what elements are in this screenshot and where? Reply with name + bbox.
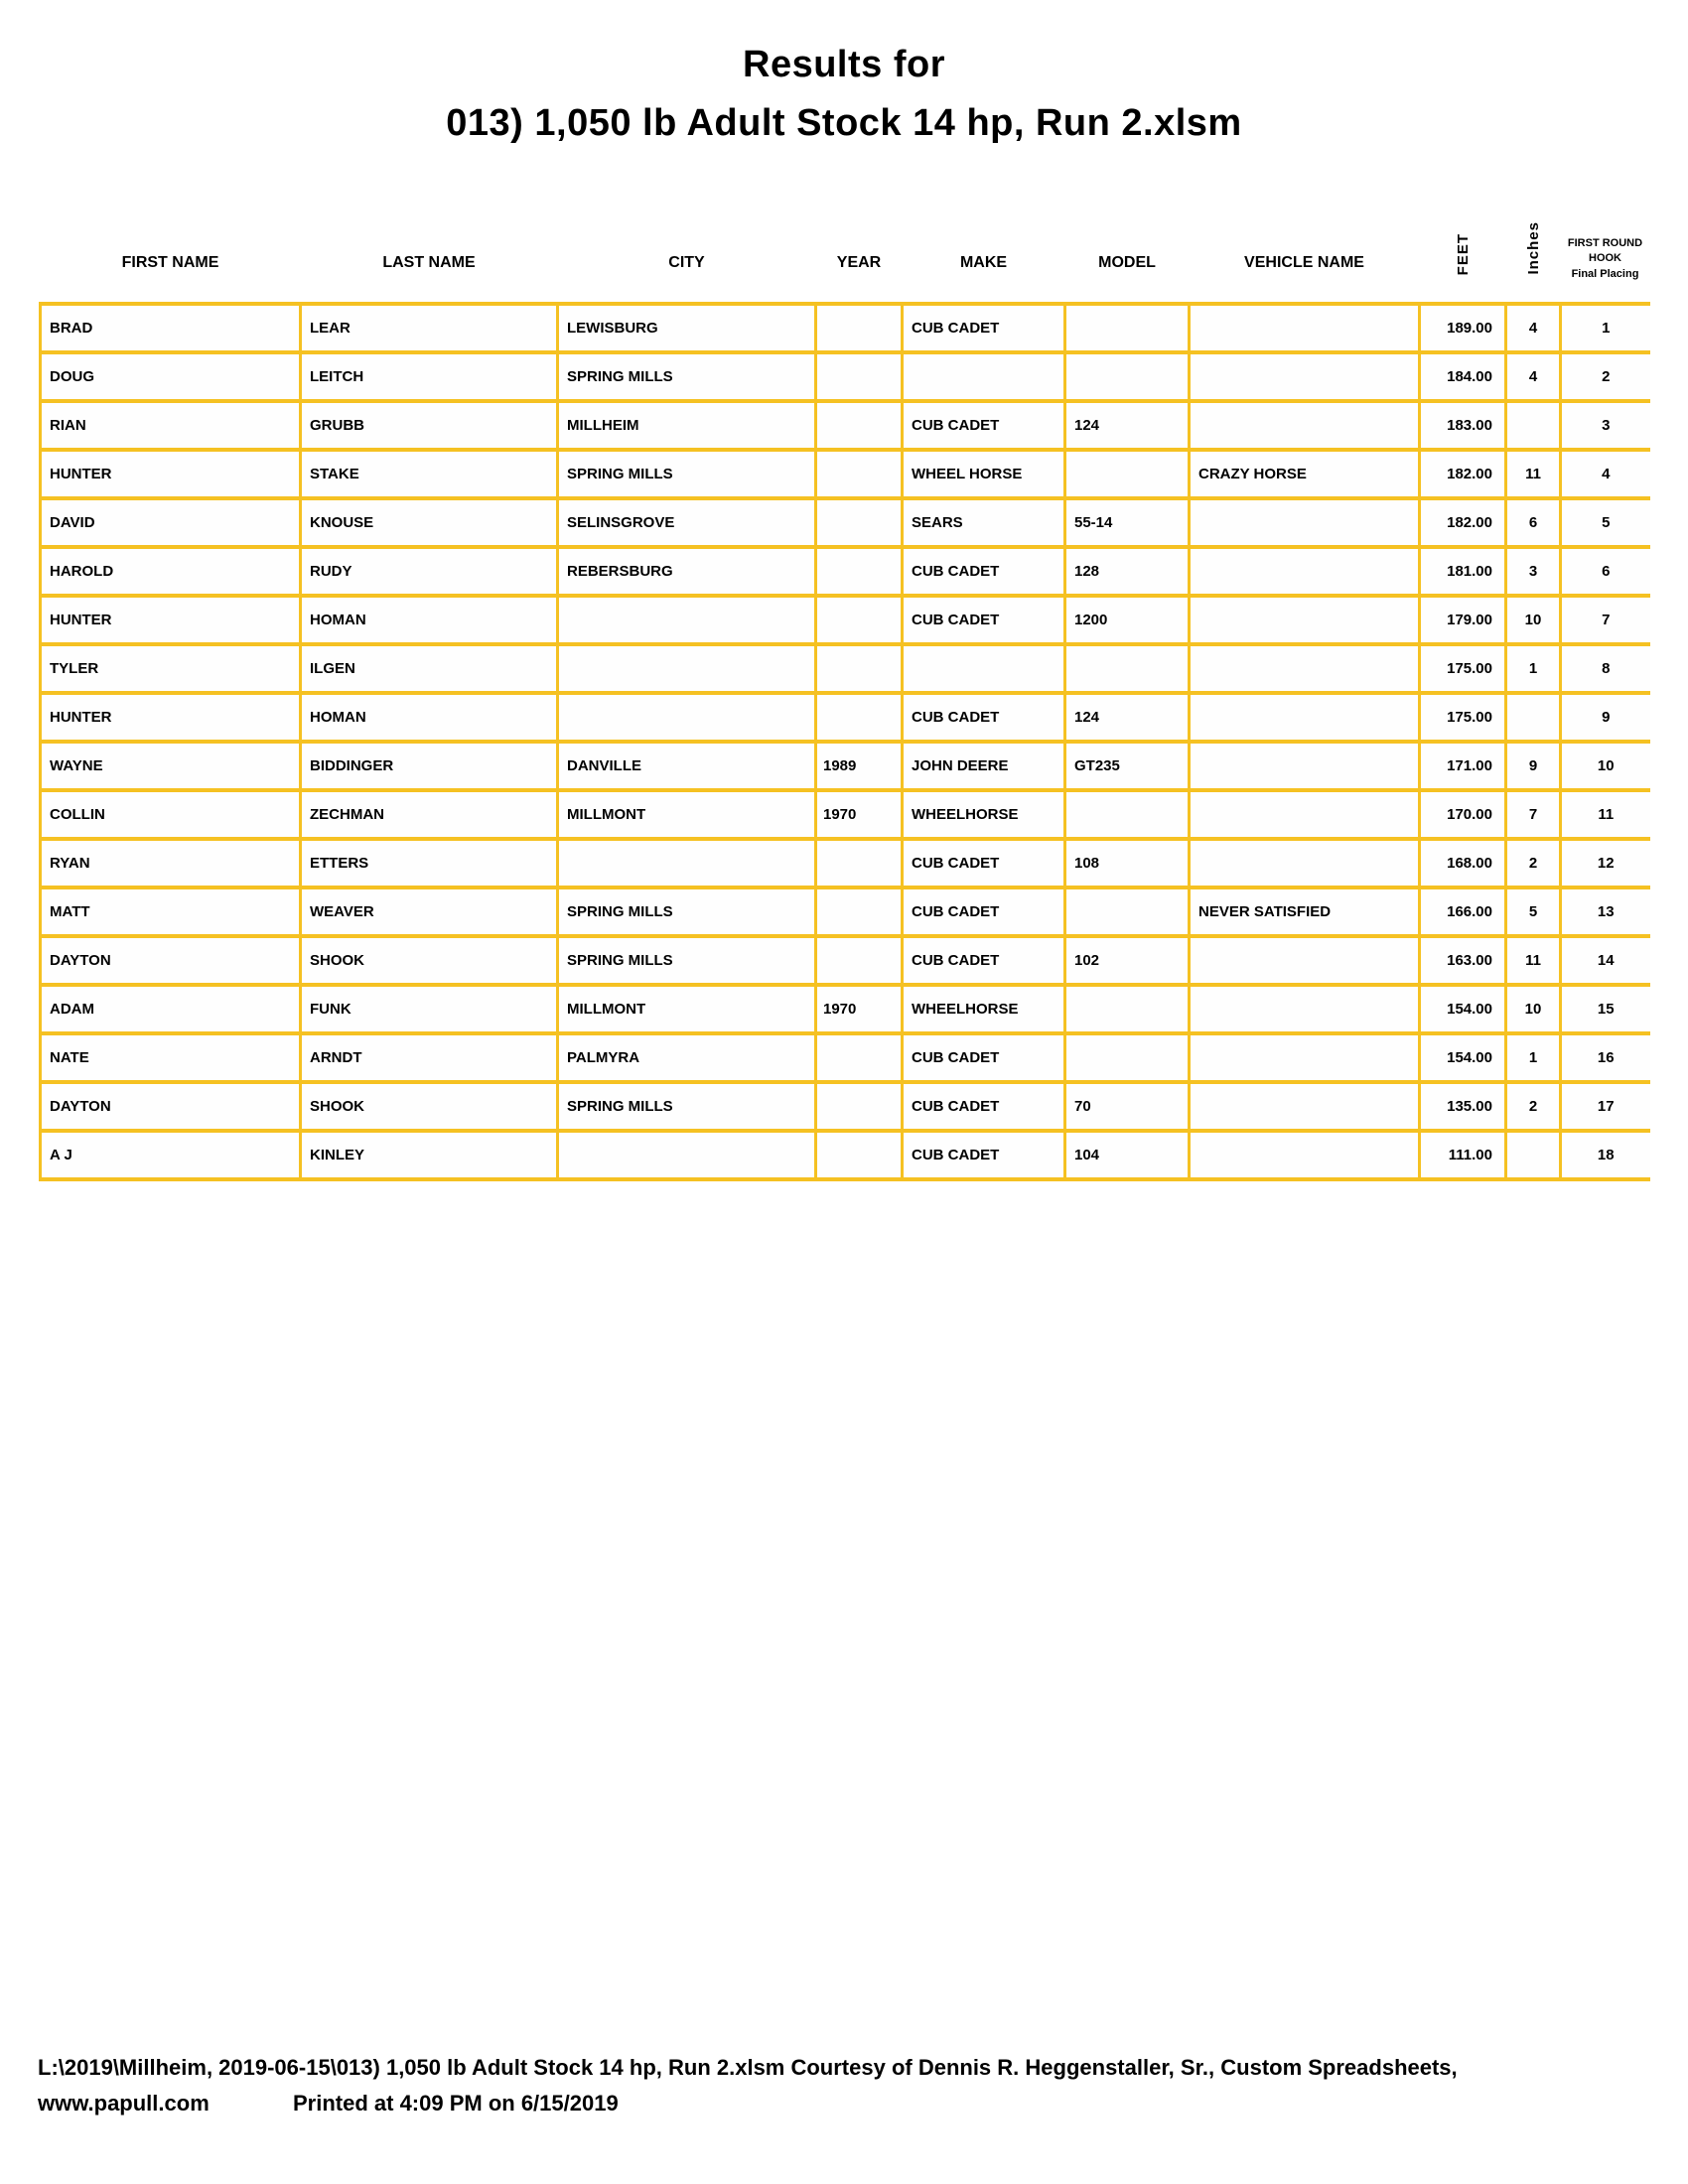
cell-make: CUB CADET xyxy=(903,304,1065,352)
cell-first-name: ADAM xyxy=(41,985,301,1033)
cell-last-name: RUDY xyxy=(301,547,558,596)
cell-placing: 10 xyxy=(1561,742,1650,790)
cell-model: 108 xyxy=(1065,839,1190,887)
cell-first-name: HUNTER xyxy=(41,693,301,742)
table-row xyxy=(41,742,1650,790)
cell-first-name: DOUG xyxy=(41,352,301,401)
cell-city: SPRING MILLS xyxy=(558,887,816,936)
table-row xyxy=(41,985,1650,1033)
cell-inches: 1 xyxy=(1506,644,1561,693)
table-row xyxy=(41,401,1650,450)
column-header-feet: FEET xyxy=(1454,232,1472,275)
cell-model xyxy=(1065,352,1190,401)
cell-last-name: FUNK xyxy=(301,985,558,1033)
cell-first-name: A J xyxy=(41,1131,301,1179)
cell-feet: 171.00 xyxy=(1420,742,1506,790)
cell-last-name: ZECHMAN xyxy=(301,790,558,839)
table-row xyxy=(41,1033,1650,1082)
footer-file-path: L:\2019\Millheim, 2019-06-15\013) 1,050 lb Adult Stock 14 hp, Run 2.xlsm Courtesy of Dennis R. Heggenstaller, Sr., Custom Spreadsheets, xyxy=(38,2055,1458,2080)
cell-make: CUB CADET xyxy=(903,839,1065,887)
cell-first-name: COLLIN xyxy=(41,790,301,839)
cell-year xyxy=(816,644,903,693)
cell-make: JOHN DEERE xyxy=(903,742,1065,790)
cell-model: 70 xyxy=(1065,1082,1190,1131)
cell-vehicle-name xyxy=(1190,401,1420,450)
cell-placing: 15 xyxy=(1561,985,1650,1033)
table-row xyxy=(41,936,1650,985)
cell-last-name: WEAVER xyxy=(301,887,558,936)
cell-year xyxy=(816,1082,903,1131)
cell-make: CUB CADET xyxy=(903,401,1065,450)
cell-feet: 182.00 xyxy=(1420,498,1506,547)
cell-city: PALMYRA xyxy=(558,1033,816,1082)
footer-line2 xyxy=(38,2093,1666,2115)
cell-feet: 168.00 xyxy=(1420,839,1506,887)
cell-city: SPRING MILLS xyxy=(558,450,816,498)
cell-make xyxy=(903,644,1065,693)
cell-city: SELINSGROVE xyxy=(558,498,816,547)
cell-model xyxy=(1065,985,1190,1033)
cell-year xyxy=(816,596,903,644)
cell-model xyxy=(1065,1033,1190,1082)
cell-placing: 9 xyxy=(1561,693,1650,742)
cell-inches: 3 xyxy=(1506,547,1561,596)
cell-year xyxy=(816,304,903,352)
cell-last-name: SHOOK xyxy=(301,1082,558,1131)
cell-year xyxy=(816,936,903,985)
cell-inches: 1 xyxy=(1506,1033,1561,1082)
cell-vehicle-name xyxy=(1190,985,1420,1033)
cell-vehicle-name xyxy=(1190,839,1420,887)
cell-feet: 163.00 xyxy=(1420,936,1506,985)
cell-inches: 9 xyxy=(1506,742,1561,790)
cell-model: 124 xyxy=(1065,401,1190,450)
cell-city: MILLMONT xyxy=(558,985,816,1033)
cell-last-name: GRUBB xyxy=(301,401,558,450)
cell-first-name: NATE xyxy=(41,1033,301,1082)
cell-city: SPRING MILLS xyxy=(558,1082,816,1131)
table-row xyxy=(41,1082,1650,1131)
cell-city: SPRING MILLS xyxy=(558,936,816,985)
cell-year xyxy=(816,839,903,887)
cell-make: CUB CADET xyxy=(903,693,1065,742)
cell-last-name: LEITCH xyxy=(301,352,558,401)
table-row xyxy=(41,596,1650,644)
cell-vehicle-name: CRAZY HORSE xyxy=(1190,450,1420,498)
cell-year xyxy=(816,887,903,936)
table-row xyxy=(41,304,1650,352)
cell-last-name: KNOUSE xyxy=(301,498,558,547)
cell-feet: 154.00 xyxy=(1420,1033,1506,1082)
column-header-city: CITY xyxy=(668,254,705,271)
cell-city: DANVILLE xyxy=(558,742,816,790)
cell-last-name: STAKE xyxy=(301,450,558,498)
cell-model: 1200 xyxy=(1065,596,1190,644)
cell-first-name: TYLER xyxy=(41,644,301,693)
column-header-model: MODEL xyxy=(1098,254,1156,271)
cell-feet: 179.00 xyxy=(1420,596,1506,644)
cell-make: CUB CADET xyxy=(903,1131,1065,1179)
cell-inches: 11 xyxy=(1506,936,1561,985)
cell-inches: 10 xyxy=(1506,596,1561,644)
cell-year: 1970 xyxy=(816,985,903,1033)
cell-inches: 6 xyxy=(1506,498,1561,547)
cell-placing: 17 xyxy=(1561,1082,1650,1131)
cell-inches: 7 xyxy=(1506,790,1561,839)
table-row xyxy=(41,839,1650,887)
cell-placing: 11 xyxy=(1561,790,1650,839)
title-block xyxy=(0,0,1688,145)
cell-city: SPRING MILLS xyxy=(558,352,816,401)
cell-model xyxy=(1065,644,1190,693)
cell-placing: 1 xyxy=(1561,304,1650,352)
cell-make: CUB CADET xyxy=(903,936,1065,985)
cell-city xyxy=(558,1131,816,1179)
table-row xyxy=(41,644,1650,693)
cell-placing: 13 xyxy=(1561,887,1650,936)
column-header-vehicle-name: VEHICLE NAME xyxy=(1244,254,1364,271)
cell-model xyxy=(1065,450,1190,498)
cell-first-name: MATT xyxy=(41,887,301,936)
column-header-inches: Inches xyxy=(1524,221,1542,275)
column-header-make: MAKE xyxy=(959,254,1008,271)
results-table xyxy=(39,145,1650,1181)
cell-model: 102 xyxy=(1065,936,1190,985)
cell-model xyxy=(1065,887,1190,936)
cell-placing: 5 xyxy=(1561,498,1650,547)
cell-inches: 4 xyxy=(1506,352,1561,401)
cell-make: CUB CADET xyxy=(903,887,1065,936)
table-row xyxy=(41,547,1650,596)
cell-last-name: ILGEN xyxy=(301,644,558,693)
cell-make: SEARS xyxy=(903,498,1065,547)
cell-feet: 175.00 xyxy=(1420,644,1506,693)
column-header-last-name: LAST NAME xyxy=(382,254,476,271)
cell-first-name: RIAN xyxy=(41,401,301,450)
cell-model: GT235 xyxy=(1065,742,1190,790)
cell-vehicle-name xyxy=(1190,596,1420,644)
cell-model: 124 xyxy=(1065,693,1190,742)
cell-first-name: HAROLD xyxy=(41,547,301,596)
cell-last-name: KINLEY xyxy=(301,1131,558,1179)
cell-placing: 3 xyxy=(1561,401,1650,450)
cell-first-name: RYAN xyxy=(41,839,301,887)
cell-first-name: HUNTER xyxy=(41,596,301,644)
cell-city: MILLMONT xyxy=(558,790,816,839)
cell-vehicle-name xyxy=(1190,790,1420,839)
cell-placing: 18 xyxy=(1561,1131,1650,1179)
column-header-final-placing: FIRST ROUND HOOK Final Placing xyxy=(1567,236,1643,280)
cell-model xyxy=(1065,790,1190,839)
cell-vehicle-name xyxy=(1190,304,1420,352)
table-header-row xyxy=(41,145,1650,304)
cell-feet: 175.00 xyxy=(1420,693,1506,742)
cell-inches: 2 xyxy=(1506,1082,1561,1131)
cell-feet: 184.00 xyxy=(1420,352,1506,401)
table-row xyxy=(41,352,1650,401)
cell-year xyxy=(816,352,903,401)
cell-inches: 2 xyxy=(1506,839,1561,887)
cell-year xyxy=(816,1131,903,1179)
page-title: Results for xyxy=(743,44,945,85)
cell-year xyxy=(816,1033,903,1082)
cell-first-name: DAYTON xyxy=(41,1082,301,1131)
cell-feet: 182.00 xyxy=(1420,450,1506,498)
cell-first-name: BRAD xyxy=(41,304,301,352)
cell-placing: 2 xyxy=(1561,352,1650,401)
cell-city xyxy=(558,644,816,693)
cell-make xyxy=(903,352,1065,401)
cell-feet: 135.00 xyxy=(1420,1082,1506,1131)
cell-last-name: ETTERS xyxy=(301,839,558,887)
cell-last-name: SHOOK xyxy=(301,936,558,985)
cell-model xyxy=(1065,304,1190,352)
cell-year xyxy=(816,547,903,596)
cell-inches xyxy=(1506,1131,1561,1179)
cell-make: WHEEL HORSE xyxy=(903,450,1065,498)
cell-make: CUB CADET xyxy=(903,1033,1065,1082)
cell-year: 1970 xyxy=(816,790,903,839)
results-table-body xyxy=(41,304,1650,1179)
cell-vehicle-name xyxy=(1190,1082,1420,1131)
cell-make: WHEELHORSE xyxy=(903,790,1065,839)
cell-model: 104 xyxy=(1065,1131,1190,1179)
cell-inches: 4 xyxy=(1506,304,1561,352)
cell-inches: 5 xyxy=(1506,887,1561,936)
column-header-first-name: FIRST NAME xyxy=(121,254,219,271)
cell-year xyxy=(816,401,903,450)
cell-last-name: BIDDINGER xyxy=(301,742,558,790)
cell-year: 1989 xyxy=(816,742,903,790)
cell-vehicle-name xyxy=(1190,1033,1420,1082)
table-row xyxy=(41,790,1650,839)
cell-placing: 8 xyxy=(1561,644,1650,693)
cell-city xyxy=(558,839,816,887)
cell-model: 128 xyxy=(1065,547,1190,596)
cell-city: MILLHEIM xyxy=(558,401,816,450)
cell-first-name: WAYNE xyxy=(41,742,301,790)
cell-vehicle-name xyxy=(1190,742,1420,790)
cell-year xyxy=(816,498,903,547)
table-row xyxy=(41,887,1650,936)
cell-placing: 4 xyxy=(1561,450,1650,498)
cell-first-name: DAVID xyxy=(41,498,301,547)
cell-make: CUB CADET xyxy=(903,547,1065,596)
cell-year xyxy=(816,693,903,742)
cell-vehicle-name: NEVER SATISFIED xyxy=(1190,887,1420,936)
cell-vehicle-name xyxy=(1190,693,1420,742)
cell-feet: 154.00 xyxy=(1420,985,1506,1033)
cell-last-name: HOMAN xyxy=(301,693,558,742)
cell-inches xyxy=(1506,693,1561,742)
cell-make: CUB CADET xyxy=(903,1082,1065,1131)
cell-city xyxy=(558,596,816,644)
cell-inches xyxy=(1506,401,1561,450)
cell-vehicle-name xyxy=(1190,498,1420,547)
cell-make: WHEELHORSE xyxy=(903,985,1065,1033)
cell-make: CUB CADET xyxy=(903,596,1065,644)
cell-feet: 170.00 xyxy=(1420,790,1506,839)
table-row xyxy=(41,693,1650,742)
cell-placing: 7 xyxy=(1561,596,1650,644)
cell-city: REBERSBURG xyxy=(558,547,816,596)
cell-placing: 14 xyxy=(1561,936,1650,985)
cell-last-name: ARNDT xyxy=(301,1033,558,1082)
table-row xyxy=(41,450,1650,498)
cell-placing: 6 xyxy=(1561,547,1650,596)
cell-vehicle-name xyxy=(1190,352,1420,401)
cell-feet: 189.00 xyxy=(1420,304,1506,352)
footer xyxy=(38,2057,1666,2115)
cell-feet: 181.00 xyxy=(1420,547,1506,596)
cell-city xyxy=(558,693,816,742)
cell-vehicle-name xyxy=(1190,1131,1420,1179)
cell-feet: 183.00 xyxy=(1420,401,1506,450)
cell-last-name: LEAR xyxy=(301,304,558,352)
cell-first-name: HUNTER xyxy=(41,450,301,498)
cell-first-name: DAYTON xyxy=(41,936,301,985)
cell-feet: 111.00 xyxy=(1420,1131,1506,1179)
cell-last-name: HOMAN xyxy=(301,596,558,644)
cell-city: LEWISBURG xyxy=(558,304,816,352)
cell-placing: 16 xyxy=(1561,1033,1650,1082)
cell-year xyxy=(816,450,903,498)
table-row xyxy=(41,498,1650,547)
cell-model: 55-14 xyxy=(1065,498,1190,547)
table-row xyxy=(41,1131,1650,1179)
cell-feet: 166.00 xyxy=(1420,887,1506,936)
cell-vehicle-name xyxy=(1190,644,1420,693)
footer-printed-timestamp: Printed at 4:09 PM on 6/15/2019 xyxy=(293,2091,619,2116)
cell-inches: 10 xyxy=(1506,985,1561,1033)
column-header-year: YEAR xyxy=(836,254,882,271)
page-subtitle-filename: 013) 1,050 lb Adult Stock 14 hp, Run 2.xlsm xyxy=(446,102,1242,144)
cell-inches: 11 xyxy=(1506,450,1561,498)
cell-vehicle-name xyxy=(1190,936,1420,985)
cell-vehicle-name xyxy=(1190,547,1420,596)
footer-website: www.papull.com xyxy=(38,2091,210,2116)
cell-placing: 12 xyxy=(1561,839,1650,887)
